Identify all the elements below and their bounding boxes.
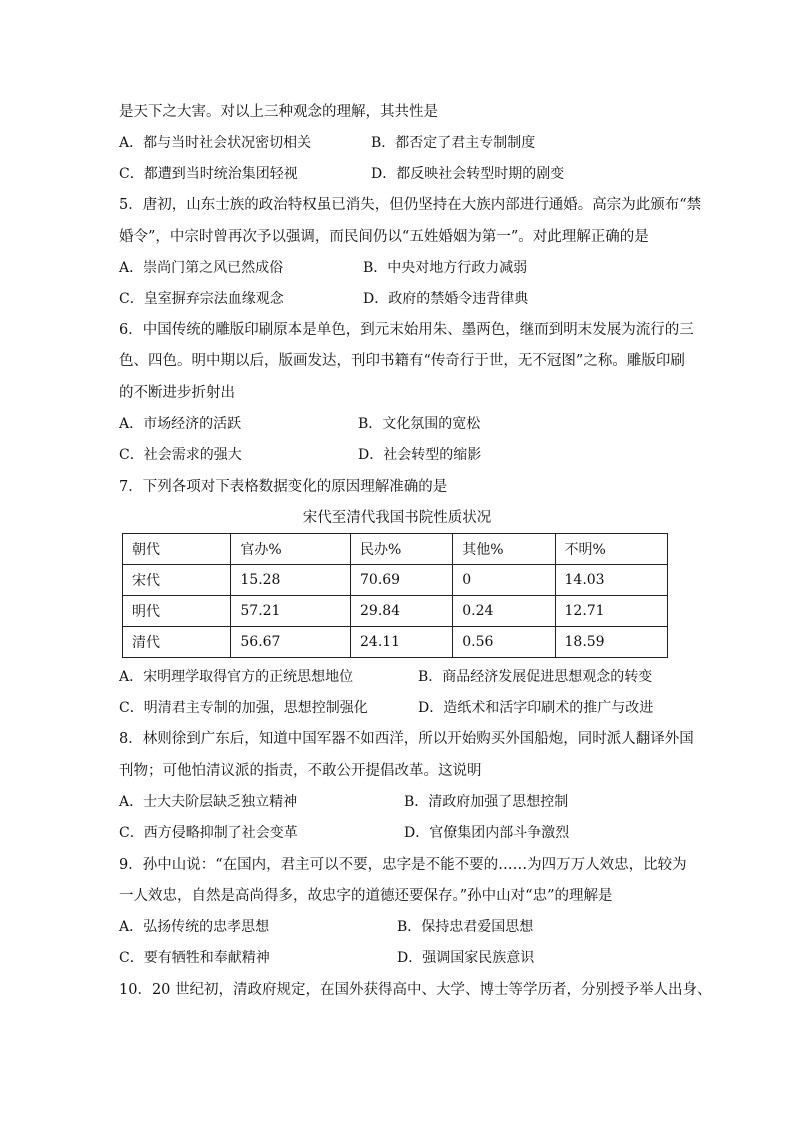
table-header-cell: 朝代: [123, 534, 231, 565]
table-cell: 清代: [123, 627, 231, 658]
q5-stem-line-2: 婚令”，中宗时曾再次予以强调，而民间仍以“五姓婚姻为第一”。对此理解正确的是: [119, 229, 649, 245]
q5-stem-line-1: 5．唐初，山东士族的政治特权虽已消失，但仍坚持在大族内部进行通婚。高宗为此颁布“禁: [119, 197, 702, 213]
q5-option-c[interactable]: C．皇室摒弃宗法血缘观念: [119, 291, 284, 307]
table-row: [123, 627, 668, 658]
q8-stem-line-2: 刊物；可他怕清议派的指责，不敢公开提倡改革。这说明: [119, 763, 482, 779]
table-cell: 15.28: [231, 565, 351, 596]
q6-option-a[interactable]: A．市场经济的活跃: [119, 416, 242, 432]
q5-option-a[interactable]: A．崇尚门第之风已然成俗: [119, 260, 284, 276]
table-header-cell: 其他%: [453, 534, 555, 565]
table-cell: 18.59: [555, 627, 668, 658]
table-cell: 宋代: [123, 565, 231, 596]
q9-stem-line-2: 一人效忠，自然是高尚得多，故忠字的道德还要保存。”孙中山对“忠”的理解是: [119, 888, 613, 904]
q6-stem-line-1: 6．中国传统的雕版印刷原本是单色，到元末始用朱、墨两色，继而到明末发展为流行的三: [119, 322, 694, 338]
q4-stem: 是天下之大害。对以上三种观念的理解，其共性是: [119, 104, 438, 120]
q6-option-d[interactable]: D．社会转型的缩影: [358, 447, 482, 463]
table-cell: 29.84: [351, 596, 453, 627]
q7-option-a[interactable]: A．宋明理学取得官方的正统思想地位: [119, 669, 354, 685]
q4-option-c[interactable]: C．都遭到当时统治集团轻视: [119, 166, 298, 182]
q7-stem: 7．下列各项对下表格数据变化的原因理解准确的是: [119, 479, 448, 495]
q8-option-b[interactable]: B．清政府加强了思想控制: [404, 794, 569, 810]
table-row: [123, 596, 668, 627]
q7-option-b[interactable]: B．商品经济发展促进思想观念的转变: [418, 669, 653, 685]
q4-option-d[interactable]: D．都反映社会转型时期的剧变: [371, 166, 565, 182]
q5-option-b[interactable]: B．中央对地方行政力减弱: [363, 260, 528, 276]
table-cell: 24.11: [351, 627, 453, 658]
table-cell: 0.56: [453, 627, 555, 658]
table-header-row: [123, 534, 668, 565]
table-cell: 12.71: [555, 596, 668, 627]
q8-stem-line-1: 8．林则徐到广东后，知道中国军器不如西洋，所以开始购买外国船炮，同时派人翻译外国: [119, 731, 694, 747]
q5-option-d[interactable]: D．政府的禁婚令违背律典: [363, 291, 529, 307]
q4-option-b[interactable]: B．都否定了君主专制制度: [371, 135, 536, 151]
q6-option-b[interactable]: B．文化氛围的宽松: [358, 416, 481, 432]
q8-option-c[interactable]: C．西方侵略抑制了社会变革: [119, 825, 298, 841]
table-cell: 56.67: [231, 627, 351, 658]
table-cell: 0.24: [453, 596, 555, 627]
q4-option-a[interactable]: A．都与当时社会状况密切相关: [119, 135, 312, 151]
table-cell: 0: [453, 565, 555, 596]
table-row: [123, 565, 668, 596]
q7-option-c[interactable]: C．明清君主专制的加强，思想控制强化: [119, 700, 368, 716]
table-cell: 57.21: [231, 596, 351, 627]
table-cell: 70.69: [351, 565, 453, 596]
table-header-cell: 官办%: [231, 534, 351, 565]
q9-option-b[interactable]: B．保持忠君爱国思想: [397, 919, 534, 935]
table-caption: 宋代至清代我国书院性质状况: [302, 510, 492, 526]
q8-option-a[interactable]: A．士大夫阶层缺乏独立精神: [119, 794, 298, 810]
academy-table: [122, 533, 668, 658]
table-cell: 明代: [123, 596, 231, 627]
q6-stem-line-2: 色、四色。明中期以后，版画发达，刊印书籍有“传奇行于世，无不冠图”之称。雕版印刷: [119, 353, 685, 369]
q9-stem-line-1: 9．孙中山说：“在国内，君主可以不要，忠字是不能不要的……为四万万人效忠，比较为: [119, 857, 687, 873]
q10-stem-line-1: 10．20 世纪初，清政府规定，在国外获得高中、大学、博士等学历者，分别授予举人出身、: [119, 982, 712, 998]
table-cell: 14.03: [555, 565, 668, 596]
table-header-cell: 不明%: [555, 534, 668, 565]
q9-option-a[interactable]: A．弘扬传统的忠孝思想: [119, 919, 270, 935]
q7-option-d[interactable]: D．造纸术和活字印刷术的推广与改进: [418, 700, 654, 716]
q8-option-d[interactable]: D．官僚集团内部斗争激烈: [404, 825, 570, 841]
q9-option-c[interactable]: C．要有牺牲和奉献精神: [119, 950, 270, 966]
table-header-cell: 民办%: [351, 534, 453, 565]
q6-option-c[interactable]: C．社会需求的强大: [119, 447, 242, 463]
q6-stem-line-3: 的不断进步折射出: [119, 385, 235, 401]
q9-option-d[interactable]: D．强调国家民族意识: [397, 950, 535, 966]
